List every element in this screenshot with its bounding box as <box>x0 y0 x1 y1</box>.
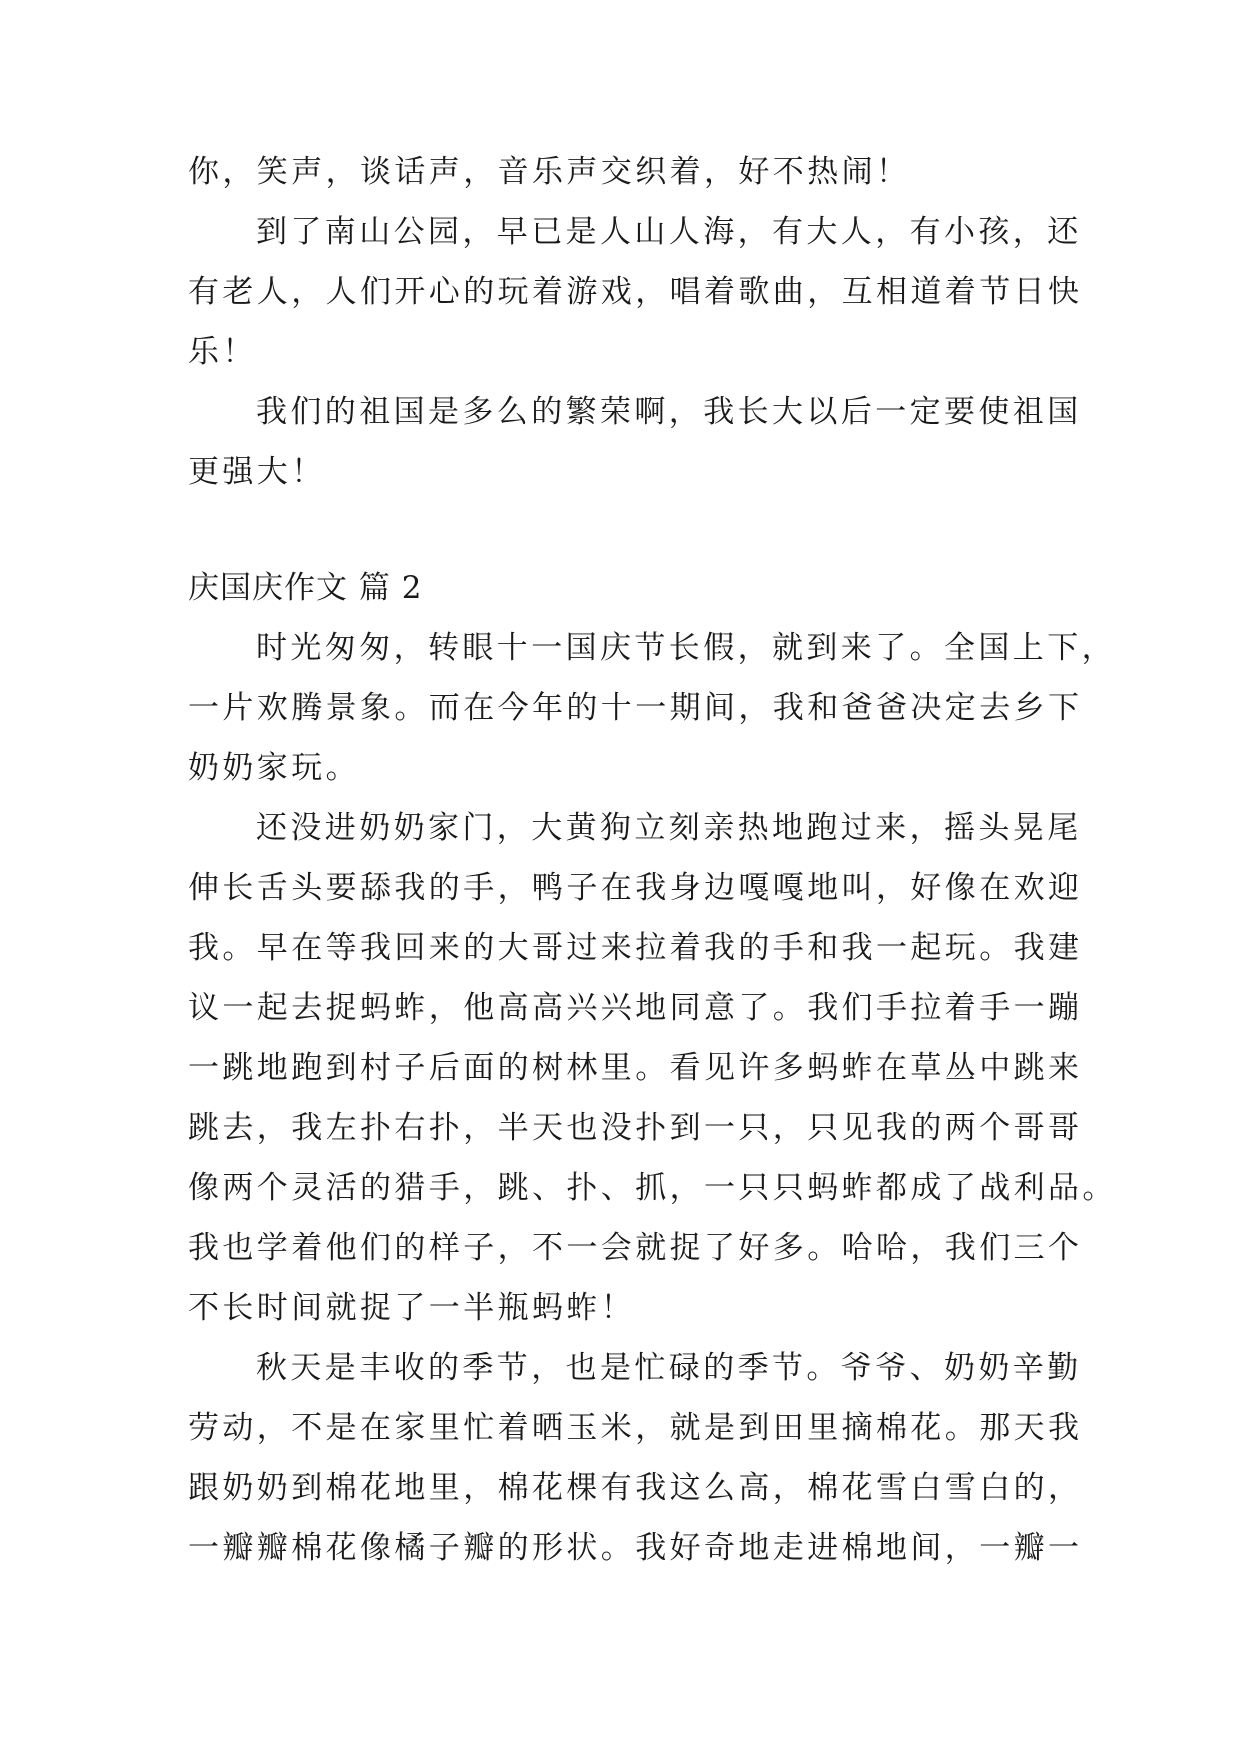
section-heading: 庆国庆作文 篇 2 <box>188 570 423 606</box>
paragraph-line: 你，笑声，谈话声，音乐声交织着，好不热闹！ <box>188 154 911 190</box>
paragraph-line: 像两个灵活的猎手，跳、扑、抓，一只只蚂蚱都成了战利品。 <box>188 1170 1117 1206</box>
paragraph-line: 不长时间就捉了一半瓶蚂蚱！ <box>188 1290 636 1326</box>
paragraph-line: 到了南山公园，早已是人山人海，有大人，有小孩，还 <box>256 214 1082 250</box>
paragraph-line: 一跳地跑到村子后面的树林里。看见许多蚂蚱在草丛中跳来 <box>188 1050 1083 1086</box>
paragraph-line: 还没进奶奶家门，大黄狗立刻亲热地跑过来，摇头晃尾 <box>256 810 1082 846</box>
paragraph-line: 劳动，不是在家里忙着晒玉米，就是到田里摘棉花。那天我 <box>188 1410 1083 1446</box>
paragraph-line: 我们的祖国是多么的繁荣啊，我长大以后一定要使祖国 <box>256 394 1082 430</box>
paragraph-line: 有老人，人们开心的玩着游戏，唱着歌曲，互相道着节日快 <box>188 274 1083 310</box>
paragraph-line: 秋天是丰收的季节，也是忙碌的季节。爷爷、奶奶辛勤 <box>256 1350 1082 1386</box>
paragraph-line: 奶奶家玩。 <box>188 750 360 786</box>
paragraph-line: 议一起去捉蚂蚱，他高高兴兴地同意了。我们手拉着手一蹦 <box>188 990 1083 1026</box>
paragraph-line: 一瓣瓣棉花像橘子瓣的形状。我好奇地走进棉地间，一瓣一 <box>188 1530 1083 1566</box>
paragraph-line: 时光匆匆，转眼十一国庆节长假，就到来了。全国上下， <box>256 630 1116 666</box>
paragraph-line: 我。早在等我回来的大哥过来拉着我的手和我一起玩。我建 <box>188 930 1083 966</box>
paragraph-line: 伸长舌头要舔我的手，鸭子在我身边嘎嘎地叫，好像在欢迎 <box>188 870 1083 906</box>
paragraph-line: 更强大！ <box>188 454 326 490</box>
paragraph-line: 跳去，我左扑右扑，半天也没扑到一只，只见我的两个哥哥 <box>188 1110 1083 1146</box>
paragraph-line: 一片欢腾景象。而在今年的十一期间，我和爸爸决定去乡下 <box>188 690 1083 726</box>
paragraph-line: 乐！ <box>188 334 257 370</box>
paragraph-line: 我也学着他们的样子，不一会就捉了好多。哈哈，我们三个 <box>188 1230 1083 1266</box>
paragraph-line: 跟奶奶到棉花地里，棉花棵有我这么高，棉花雪白雪白的， <box>188 1470 1083 1506</box>
